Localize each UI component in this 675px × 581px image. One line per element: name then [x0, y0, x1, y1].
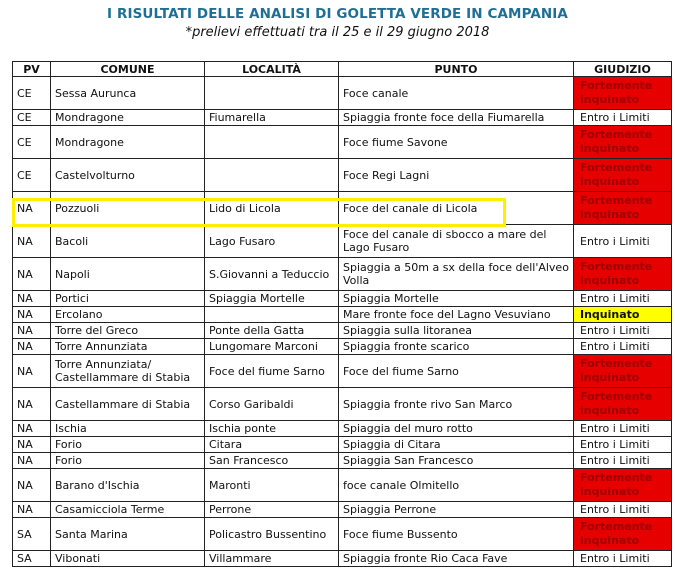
cell-pv: NA: [13, 225, 51, 258]
cell-punto: Foce Regi Lagni: [339, 159, 574, 192]
cell-comune: Torre Annunziata/ Castellammare di Stabia: [51, 355, 205, 388]
table-row: [13, 291, 672, 307]
cell-pv: NA: [13, 192, 51, 225]
cell-giudizio: Entro i Limiti: [574, 421, 672, 437]
cell-comune: Ercolano: [51, 307, 205, 323]
cell-pv: NA: [13, 469, 51, 502]
cell-giudizio: Inquinato: [574, 307, 672, 323]
table-row: [13, 339, 672, 355]
table-row: [13, 355, 672, 388]
cell-localita: Foce del fiume Sarno: [205, 355, 339, 388]
cell-comune: Torre Annunziata: [51, 339, 205, 355]
cell-punto: Foce del fiume Sarno: [339, 355, 574, 388]
cell-comune: Mondragone: [51, 126, 205, 159]
cell-punto: Foce canale: [339, 77, 574, 110]
cell-punto: Spiaggia sulla litoranea: [339, 323, 574, 339]
table-row: [13, 388, 672, 421]
table-row: [13, 469, 672, 502]
cell-giudizio: Fortemente inquinato: [574, 355, 672, 388]
table-row: [13, 110, 672, 126]
table-row: [13, 551, 672, 567]
cell-pv: NA: [13, 355, 51, 388]
cell-punto: Mare fronte foce del Lagno Vesuviano: [339, 307, 574, 323]
cell-punto: Foce fiume Savone: [339, 126, 574, 159]
cell-localita: San Francesco: [205, 453, 339, 469]
column-header-punto: PUNTO: [339, 62, 574, 77]
cell-punto: foce canale Olmitello: [339, 469, 574, 502]
cell-punto: Foce del canale di Licola: [339, 192, 574, 225]
cell-pv: NA: [13, 388, 51, 421]
cell-localita: [205, 307, 339, 323]
cell-pv: SA: [13, 551, 51, 567]
cell-pv: NA: [13, 421, 51, 437]
cell-punto: Spiaggia Perrone: [339, 502, 574, 518]
column-header-pv: PV: [13, 62, 51, 77]
table-row: [13, 77, 672, 110]
cell-giudizio: Fortemente inquinato: [574, 469, 672, 502]
cell-punto: Spiaggia Mortelle: [339, 291, 574, 307]
cell-giudizio: Entro i Limiti: [574, 225, 672, 258]
cell-localita: Maronti: [205, 469, 339, 502]
table-row: [13, 225, 672, 258]
cell-giudizio: Fortemente inquinato: [574, 192, 672, 225]
cell-pv: NA: [13, 437, 51, 453]
cell-localita: Lido di Licola: [205, 192, 339, 225]
cell-localita: Lungomare Marconi: [205, 339, 339, 355]
table-row: [13, 518, 672, 551]
cell-localita: Corso Garibaldi: [205, 388, 339, 421]
cell-pv: CE: [13, 126, 51, 159]
cell-localita: [205, 126, 339, 159]
cell-giudizio: Entro i Limiti: [574, 502, 672, 518]
column-header-localita: LOCALITÀ: [205, 62, 339, 77]
cell-giudizio: Entro i Limiti: [574, 453, 672, 469]
cell-comune: Casamicciola Terme: [51, 502, 205, 518]
cell-comune: Castellammare di Stabia: [51, 388, 205, 421]
table-row: [13, 323, 672, 339]
cell-pv: CE: [13, 77, 51, 110]
cell-comune: Castelvolturno: [51, 159, 205, 192]
table-row: [13, 307, 672, 323]
cell-pv: NA: [13, 291, 51, 307]
cell-giudizio: Fortemente inquinato: [574, 126, 672, 159]
cell-punto: Spiaggia fronte foce della Fiumarella: [339, 110, 574, 126]
cell-giudizio: Fortemente inquinato: [574, 518, 672, 551]
cell-pv: NA: [13, 502, 51, 518]
cell-pv: NA: [13, 323, 51, 339]
cell-localita: [205, 159, 339, 192]
cell-localita: Perrone: [205, 502, 339, 518]
cell-comune: Vibonati: [51, 551, 205, 567]
table-row: [13, 258, 672, 291]
cell-comune: Barano d'Ischia: [51, 469, 205, 502]
cell-punto: Spiaggia fronte rivo San Marco: [339, 388, 574, 421]
cell-comune: Forio: [51, 453, 205, 469]
cell-pv: SA: [13, 518, 51, 551]
cell-punto: Spiaggia di Citara: [339, 437, 574, 453]
cell-giudizio: Fortemente inquinato: [574, 258, 672, 291]
page-subtitle: *prelievi effettuati tra il 25 e il 29 giugno 2018: [185, 25, 490, 40]
cell-giudizio: Entro i Limiti: [574, 110, 672, 126]
cell-punto: Spiaggia a 50m a sx della foce dell'Alveo Volla: [339, 258, 574, 291]
table-row: [13, 192, 672, 225]
cell-giudizio: Fortemente inquinato: [574, 77, 672, 110]
cell-pv: NA: [13, 258, 51, 291]
cell-localita: Policastro Bussentino: [205, 518, 339, 551]
cell-localita: Citara: [205, 437, 339, 453]
cell-pv: NA: [13, 307, 51, 323]
cell-localita: Ischia ponte: [205, 421, 339, 437]
cell-comune: Mondragone: [51, 110, 205, 126]
table-row: [13, 126, 672, 159]
table-row: [13, 159, 672, 192]
cell-giudizio: Fortemente inquinato: [574, 159, 672, 192]
cell-punto: Foce fiume Bussento: [339, 518, 574, 551]
cell-punto: Spiaggia fronte Rio Caca Fave: [339, 551, 574, 567]
cell-punto: Spiaggia del muro rotto: [339, 421, 574, 437]
cell-comune: Bacoli: [51, 225, 205, 258]
cell-pv: NA: [13, 339, 51, 355]
cell-comune: Forio: [51, 437, 205, 453]
cell-comune: Napoli: [51, 258, 205, 291]
cell-giudizio: Entro i Limiti: [574, 339, 672, 355]
cell-localita: Spiaggia Mortelle: [205, 291, 339, 307]
cell-punto: Foce del canale di sbocco a mare del Lago Fusaro: [339, 225, 574, 258]
cell-localita: [205, 77, 339, 110]
page-title: I RISULTATI DELLE ANALISI DI GOLETTA VERDE IN CAMPANIA: [107, 6, 568, 22]
cell-giudizio: Entro i Limiti: [574, 291, 672, 307]
cell-localita: Villammare: [205, 551, 339, 567]
cell-punto: Spiaggia fronte scarico: [339, 339, 574, 355]
cell-pv: CE: [13, 159, 51, 192]
column-header-giudizio: GIUDIZIO: [574, 62, 672, 77]
cell-comune: Portici: [51, 291, 205, 307]
cell-comune: Torre del Greco: [51, 323, 205, 339]
results-table: [12, 61, 672, 567]
cell-giudizio: Fortemente inquinato: [574, 388, 672, 421]
table-row: [13, 453, 672, 469]
cell-comune: Pozzuoli: [51, 192, 205, 225]
cell-giudizio: Entro i Limiti: [574, 551, 672, 567]
cell-comune: Ischia: [51, 421, 205, 437]
cell-comune: Sessa Aurunca: [51, 77, 205, 110]
table-row: [13, 437, 672, 453]
cell-punto: Spiaggia San Francesco: [339, 453, 574, 469]
cell-localita: Fiumarella: [205, 110, 339, 126]
cell-pv: NA: [13, 453, 51, 469]
cell-giudizio: Entro i Limiti: [574, 437, 672, 453]
table-row: [13, 502, 672, 518]
cell-localita: S.Giovanni a Teduccio: [205, 258, 339, 291]
table-header-row: [13, 62, 672, 77]
cell-comune: Santa Marina: [51, 518, 205, 551]
cell-localita: Ponte della Gatta: [205, 323, 339, 339]
column-header-comune: COMUNE: [51, 62, 205, 77]
cell-giudizio: Entro i Limiti: [574, 323, 672, 339]
table-row: [13, 421, 672, 437]
cell-localita: Lago Fusaro: [205, 225, 339, 258]
cell-pv: CE: [13, 110, 51, 126]
